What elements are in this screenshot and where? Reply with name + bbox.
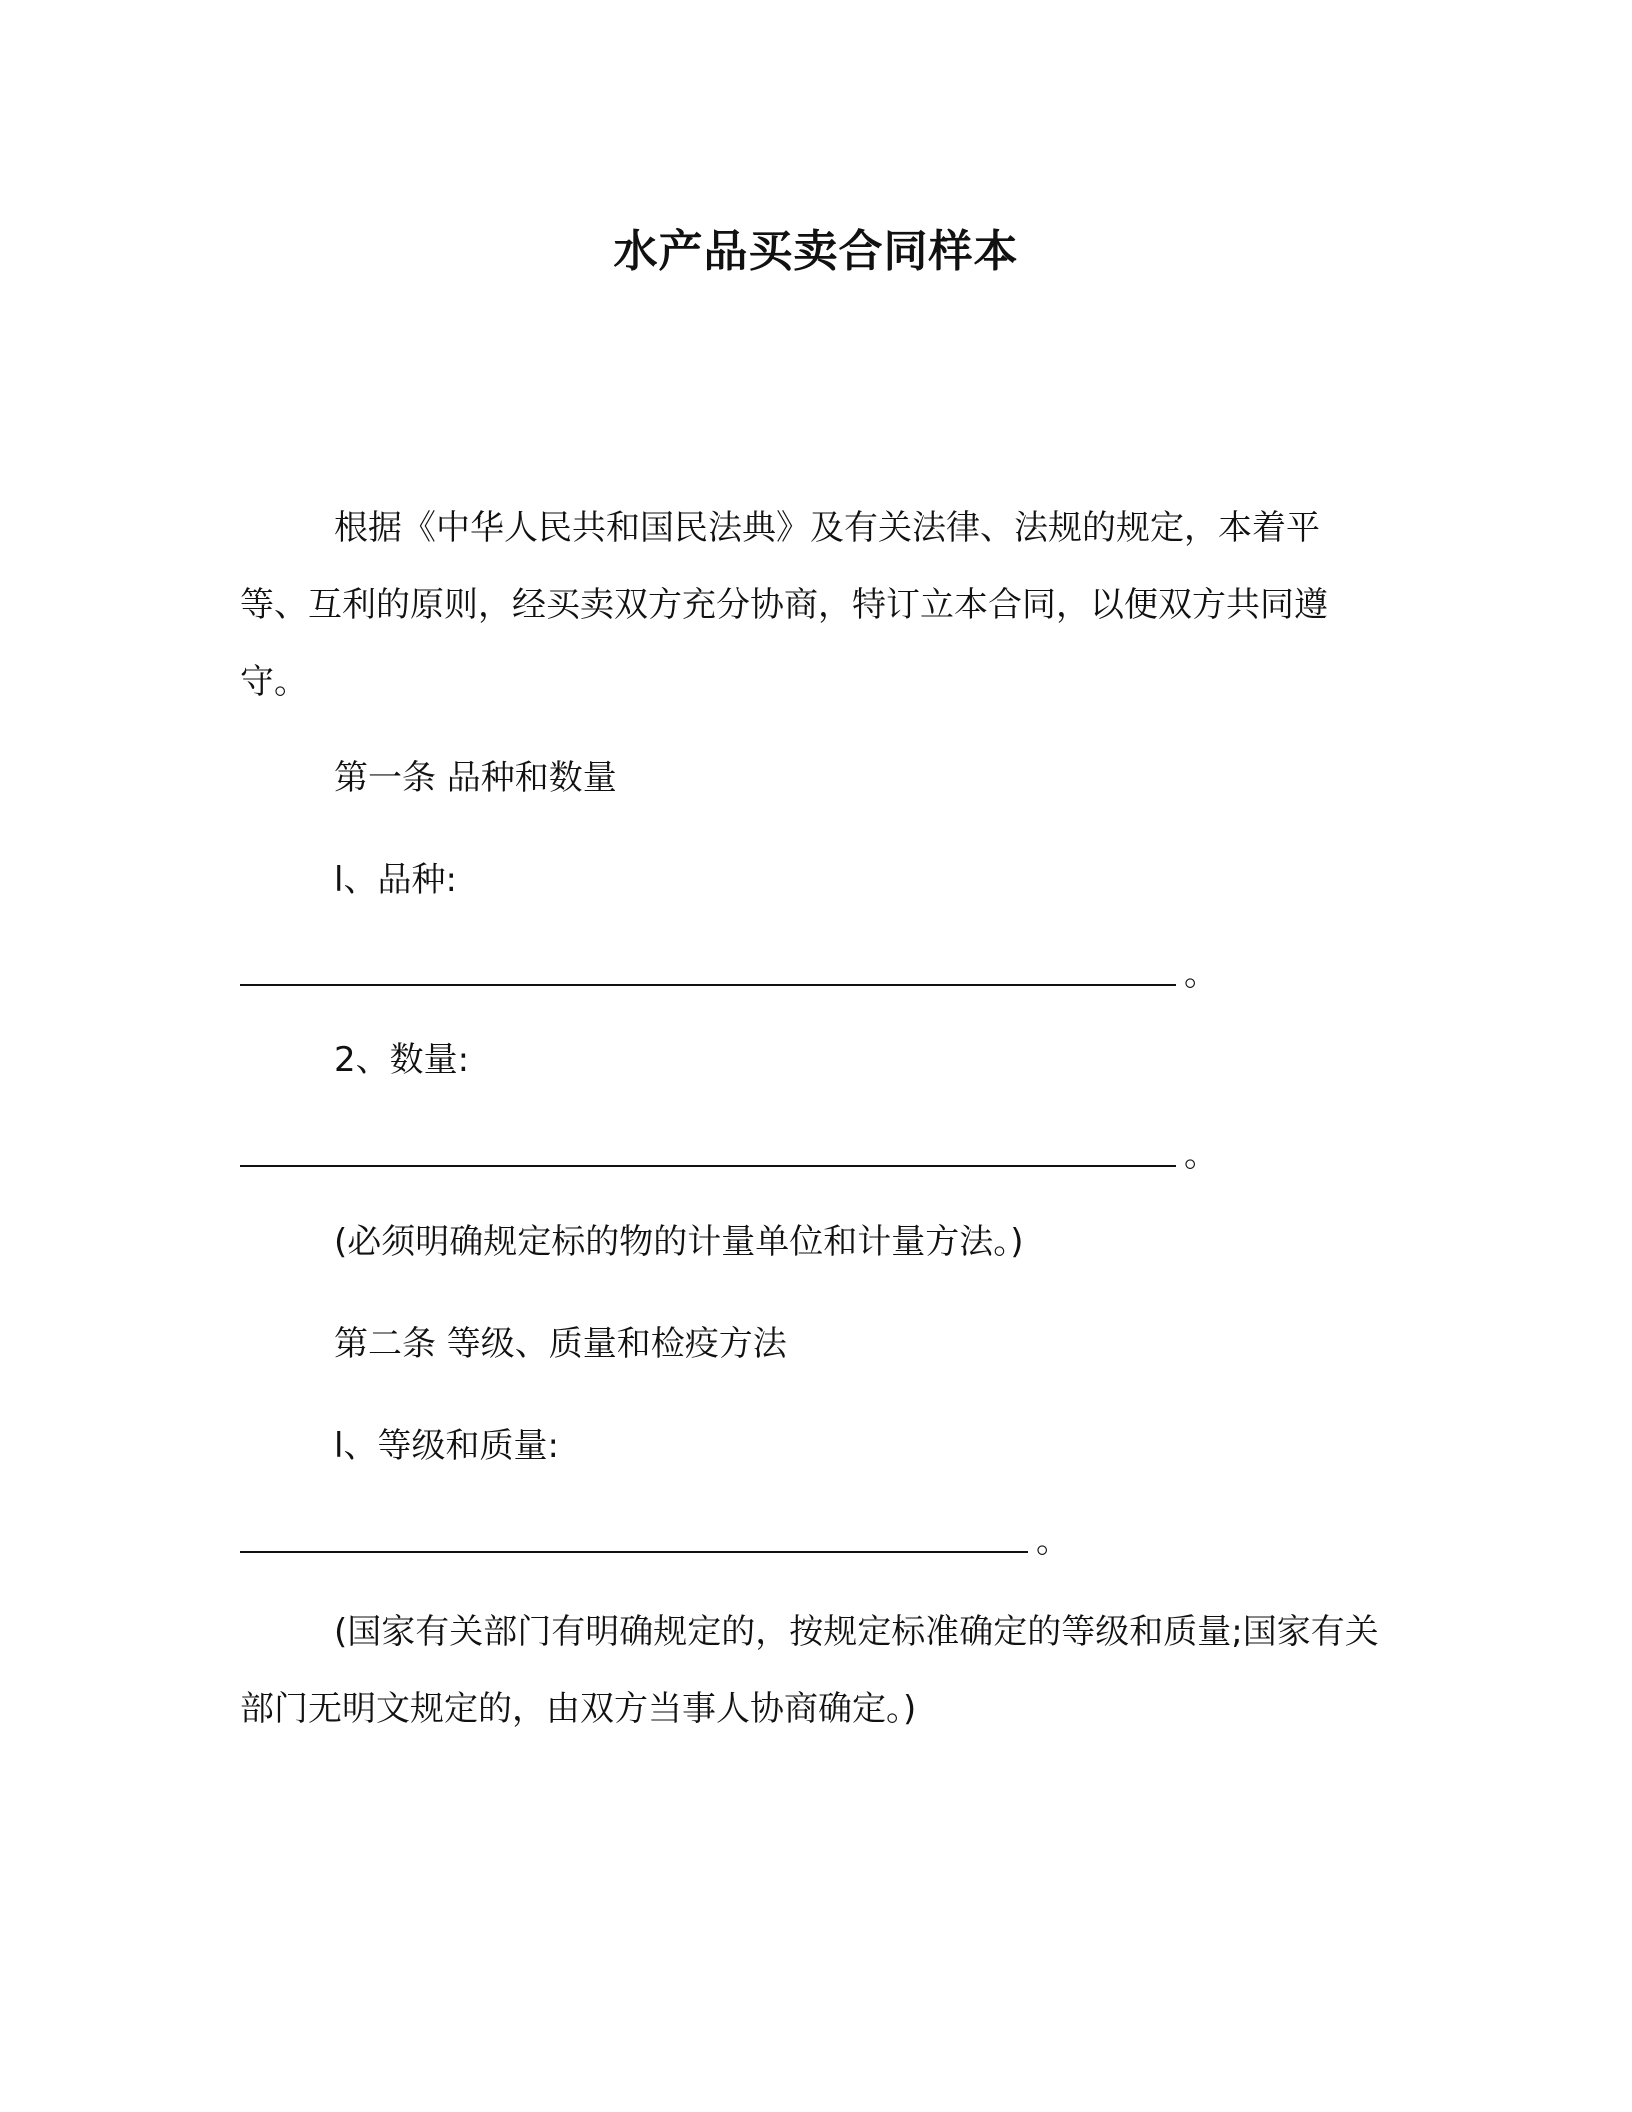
article1-note: (必须明确规定标的物的计量单位和计量方法。) [334,1222,1024,1262]
article1-item2-label: 2、数量: [334,1040,470,1080]
grade-quality-blank-line[interactable] [240,1551,1028,1553]
article1-heading: 第一条 品种和数量 [334,758,617,798]
article1-item1-label: l、品种: [334,860,457,900]
variety-blank-line[interactable] [240,984,1176,986]
intro-paragraph: 根据《中华人民共和国民法典》及有关法律、法规的规定，本着平等、互利的原则，经买卖双方充分协商，特订立本合同，以便双方共同遵守。 [240,508,1328,702]
article2-note: (国家有关部门有明确规定的，按规定标准确定的等级和质量;国家有关部门无明文规定的，由双方当事人协商确定。) [240,1612,1379,1729]
article1-item2-blank-row [240,1131,1218,1179]
quantity-blank-period: 。 [1184,1135,1218,1175]
quantity-blank-line[interactable] [240,1165,1176,1167]
document-title: 水产品买卖合同样本 [613,226,1019,277]
article2-heading: 第二条 等级、质量和检疫方法 [334,1324,787,1364]
article2-item1-blank-row [240,1517,1070,1565]
article2-item1-label: l、等级和质量: [334,1426,559,1466]
grade-quality-blank-period: 。 [1036,1521,1070,1561]
article1-item1-blank-row [240,950,1218,998]
variety-blank-period: 。 [1184,954,1218,994]
